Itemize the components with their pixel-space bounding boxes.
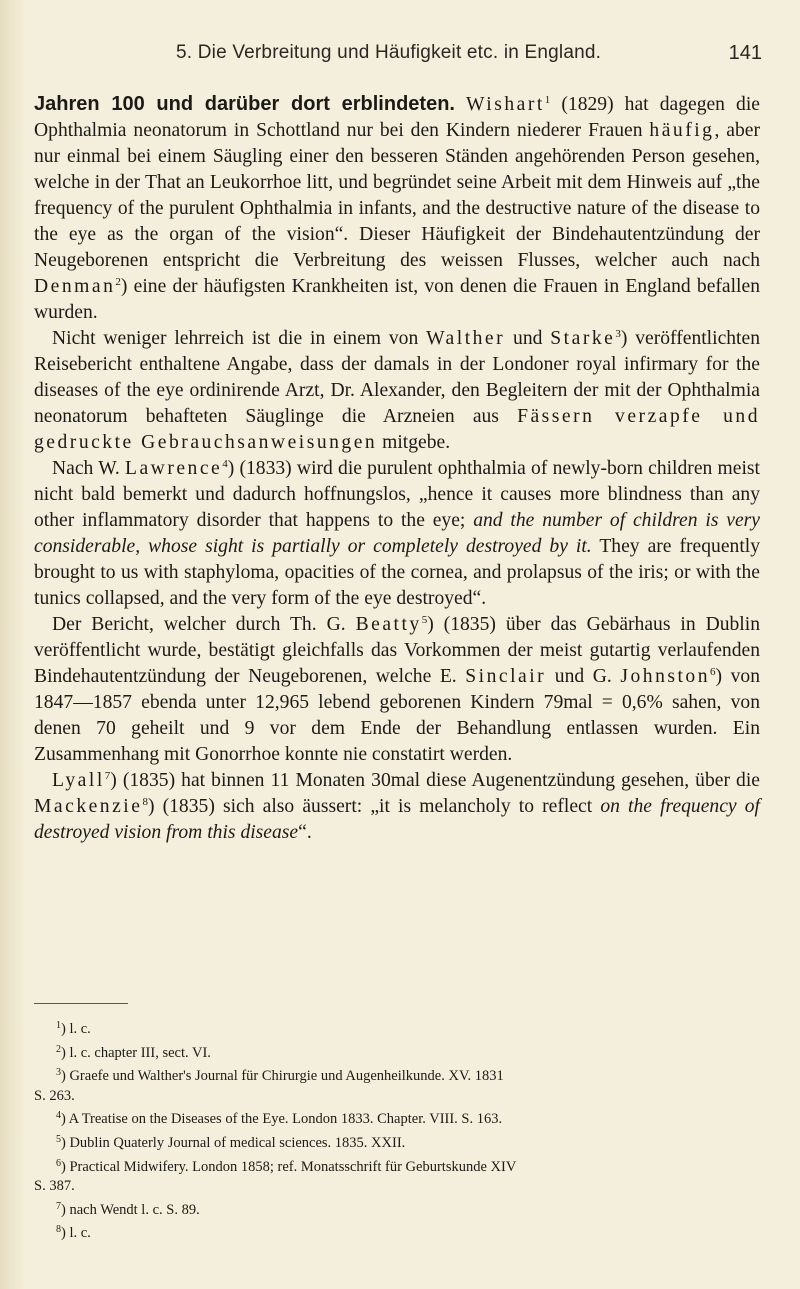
footnote-ref[interactable]: 2	[115, 276, 121, 288]
footnote-mark: 2	[56, 1043, 61, 1055]
text-run: (1829) hat dagegen die Ophthalmia neonatorum in Schottland nur bei den Kindern niederer Frauen	[34, 94, 760, 141]
footnote-7	[34, 1197, 760, 1221]
footnote-text: ) A Treatise on the Diseases of the Eye. London 1833. Chapter. VIII. S. 163.	[61, 1111, 503, 1128]
footnote-text: ) Dublin Quaterly Journal of medical sciences. 1835. XXII.	[61, 1134, 406, 1151]
footnote-text: ) Graefe und Walther's Journal für Chirurgie und Augenheilkunde. XV. 1831	[61, 1068, 504, 1085]
footnote-2	[34, 1040, 760, 1064]
text-run: ) (1835) sich also äussert: „it is melancholy to reflect	[147, 796, 601, 817]
author-name: Wishart	[466, 94, 545, 115]
emphasis-text: Fässern verzapfe und gedruckte Gebrauchsanweisungen	[34, 406, 760, 453]
footnote-ref[interactable]: 6	[710, 666, 716, 678]
footnote-mark: 6	[56, 1157, 61, 1169]
footnote-ref[interactable]: 4	[222, 458, 228, 470]
text-run: Der Bericht, welcher durch Th. G.	[52, 614, 356, 635]
footnote-text: ) l. c.	[61, 1225, 91, 1242]
page-number: 141	[728, 42, 762, 64]
footnotes	[34, 1016, 760, 1244]
text-run: Nach W.	[52, 458, 125, 479]
footnote-ref[interactable]: 1	[544, 94, 551, 106]
italic-quote: on the frequency of destroyed vision from this disease	[34, 796, 760, 843]
text-run: mitgebe.	[377, 432, 451, 453]
footnote-text: ) nach Wendt l. c. S. 89.	[61, 1201, 200, 1218]
text-run: ) (1833) wird die purulent ophthalmia of newly-born children meist nicht bald bemerkt und dadurch hoffnungslos, „hence it causes more blindness than any other inflammatory disorder that happens to the eye;	[34, 458, 760, 531]
text-run: ) (1835) über das Gebärhaus in Dublin veröffentlicht wurde, bestätigt gleichfalls das Vorkommen der meist gutartig verlaufenden Bindehautentzündung der Neugeborenen, welche E.	[34, 614, 760, 687]
footnote-divider	[34, 1003, 128, 1004]
author-name: Sinclair	[465, 666, 547, 687]
author-name: Lyall	[52, 770, 105, 791]
page-header	[0, 42, 800, 74]
paragraph-3	[34, 456, 760, 612]
text-run: und G.	[546, 666, 621, 687]
page-edge-shadow	[0, 0, 26, 1289]
footnote-ref[interactable]: 7	[104, 770, 111, 782]
footnote-ref[interactable]: 8	[142, 796, 148, 808]
paragraph-1	[34, 91, 760, 326]
paragraph-lead: Jahren 100 und darüber dort erblindeten.	[34, 93, 455, 115]
author-name: Starke	[550, 328, 616, 349]
author-name: Lawrence	[125, 458, 223, 479]
footnote-mark: 7	[56, 1200, 61, 1212]
emphasis-text: häufig	[649, 120, 715, 141]
author-name: Denman	[34, 276, 116, 297]
paragraph-2	[34, 326, 760, 456]
text-run: ) eine der häufigsten Krankheiten ist, von denen die Frauen in England befallen wurden.	[34, 276, 760, 323]
footnote-text: ) l. c.	[61, 1021, 91, 1037]
text-run: Nicht weniger lehrreich ist die in einem von	[52, 328, 427, 349]
text-run: und	[505, 328, 551, 349]
footnote-8	[34, 1220, 760, 1244]
footnote-3-continuation: S. 263.	[34, 1087, 75, 1104]
footnote-6-continuation: S. 387.	[34, 1178, 75, 1195]
text-run: ) veröffentlichten Reisebericht enthaltene Angabe, dass der damals in der Londoner royal infirmary for the diseases of the eye ordinirende Arzt, Dr. Alexander, den Begleitern der mit der Ophthalmia neonatorum behafteten Säuglinge die Arzneien aus	[34, 328, 760, 427]
footnote-mark: 1	[56, 1020, 61, 1031]
footnote-ref[interactable]: 3	[615, 328, 621, 340]
footnote-mark: 4	[56, 1110, 61, 1122]
footnote-mark: 5	[56, 1133, 61, 1145]
author-name: Walther	[426, 328, 506, 349]
text-run: They are frequently brought to us with staphyloma, opacities of the cornea, and prolapsus of the iris; or with the tunics collapsed, and the very form of the eye destroyed“.	[34, 536, 760, 609]
footnote-6	[34, 1154, 760, 1178]
italic-quote: and the number of children is very considerable, whose sight is partially or completely destroyed by it.	[34, 510, 760, 557]
footnote-mark: 3	[56, 1067, 61, 1079]
footnote-5	[34, 1130, 760, 1154]
text-run: ) (1835) hat binnen 11 Monaten 30mal diese Augenentzündung gesehen, über die	[110, 770, 760, 791]
author-name: Johnston	[620, 666, 711, 687]
footnote-1	[34, 1016, 760, 1040]
running-head: 5. Die Verbreitung und Häufigkeit etc. in England.	[176, 42, 602, 63]
paragraph-5	[34, 768, 760, 846]
text-run: , aber nur einmal bei einem Säugling einer den besseren Ständen angehörenden Person gesehen, welche in der That an Leukorrhoe litt, und begründet seine Arbeit mit dem Hinweis auf „the frequency of the purulent Ophthalmia in infants, and the destructive nature of the disease to the eye as the organ of the vision“. Dieser Häufigkeit der Bindehautentzündung der Neugeborenen entspricht die Verbreitung des weissen Flusses, welcher auch nach	[34, 120, 761, 271]
footnote-4	[34, 1106, 760, 1130]
footnote-ref[interactable]: 5	[421, 614, 428, 626]
footnote-mark: 8	[56, 1224, 61, 1236]
author-name: Mackenzie	[34, 796, 143, 817]
author-name: Beatty	[355, 614, 422, 635]
footnote-text: ) Practical Midwifery. London 1858; ref. Monatsschrift für Geburtskunde XIV	[61, 1158, 517, 1175]
footnote-text: ) l. c. chapter III, sect. VI.	[61, 1044, 211, 1061]
text-run: “.	[298, 822, 312, 843]
footnote-3	[34, 1063, 760, 1087]
text-run: ) von 1847—1857 ebenda unter 12,965 lebend geborenen Kindern 79mal = 0,6% sahen, von denen 70 geheilt und 9 vor dem Ende der Behandlung entlassen wurden. Ein Zusammenhang mit Gonorrhoe konnte nie constatirt werden.	[34, 666, 761, 765]
paragraph-4	[34, 612, 760, 768]
body-text	[34, 91, 760, 846]
